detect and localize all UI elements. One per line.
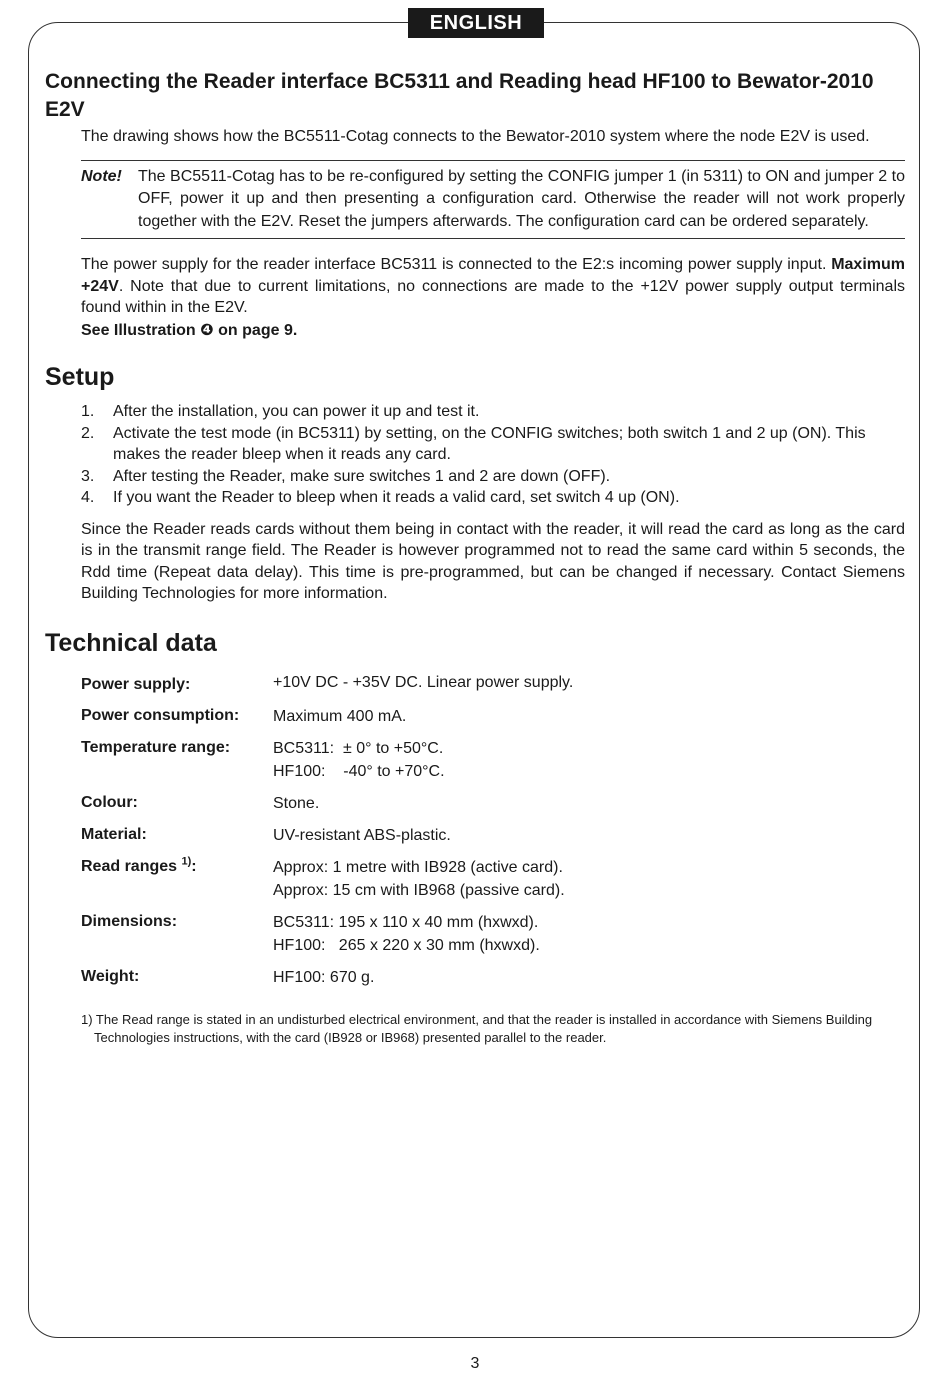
tech-label: Dimensions: [81,912,178,930]
footnote [81,1011,905,1048]
note-box [81,160,905,240]
table-row [81,737,573,792]
table-row [81,824,573,856]
table-row [81,792,573,824]
setup-steps-list [81,401,905,509]
circled-four-icon: ❹ [200,319,214,339]
list-item: 2. Activate the test mode (in BC5311) by setting, on the CONFIG switches; both switch 1 and 2 up (ON). This makes the reader bleep when it reads any card. [81,424,866,463]
tech-heading: Technical data [45,628,217,657]
page-number: 3 [470,1355,480,1372]
tech-value: Maximum 400 mA. [273,707,407,725]
tech-label: Power consumption: [81,706,240,724]
setup-heading: Setup [45,363,115,391]
list-item: 3. After testing the Reader, make sure switches 1 and 2 are down (OFF). [81,467,611,485]
tech-data-table [81,671,573,989]
table-row [81,705,573,737]
table-row [81,856,573,911]
tech-label: Weight: [81,967,140,985]
tech-value: Approx: 1 metre with IB928 (active card). Approx: 15 cm with IB968 (passive card). [273,858,565,899]
table-row [81,671,573,705]
tech-value: BC5311: ± 0° to +50°C. HF100: -40° to +70°C. [273,739,445,780]
list-item: 1. After the installation, you can power it up and test it. [81,403,480,420]
see-illustration-pre: See Illustration [81,321,196,339]
tech-label: Read ranges $^{1)}$: [81,855,197,875]
language-tab: ENGLISH [408,8,544,38]
note-text: The BC5511-Cotag has to be re-configured by setting the CONFIG jumper 1 (in 5311) to ON and jumper 2 to OFF, power it up and then presenting a configuration card. Otherwise the reader will not work properly together with the E2V. Reset the jumpers afterwards. The configuration card can be ordered separately. [138,167,905,230]
tech-value: BC5311: 195 x 110 x 40 mm (hxwxd). HF100: 265 x 220 x 30 mm (hxwxd). [273,913,540,954]
tech-label: Power supply: [81,675,191,693]
tech-label: Material: [81,825,147,843]
see-illustration [81,319,905,342]
power-text-2: . Note that due to current limitations, no connections are made to the +12V power supply output terminals found within in the E2V. [81,277,905,316]
connect-body [81,126,905,341]
footnote-marker: 1) [181,855,192,868]
power-max-voltage: Maximum +24V [81,256,905,295]
table-row [81,911,573,966]
power-text-1: The power supply for the reader interface BC5311 is connected to the E2:s incoming power supply input. [81,256,827,273]
tech-value: HF100: 670 g. [273,968,375,986]
tech-value: Stone. [273,794,320,812]
power-paragraph [81,254,905,319]
tech-value: UV-resistant ABS-plastic. [273,826,451,844]
see-illustration-post: on page 9. [218,321,298,339]
tech-label: Colour: [81,793,138,811]
footnote-line-2: Technologies instructions, with the card (IB928 or IB968) presented parallel to the reader. [94,1030,607,1045]
tech-label: Temperature range: [81,738,231,756]
connect-heading: Connecting the Reader interface BC5311 and Reading head HF100 to Bewator-2010 E2V [45,70,874,121]
tech-value: +10V DC - +35V DC. Linear power supply. [273,673,574,691]
footnote-line-1: 1) The Read range is stated in an undisturbed electrical environment, and that the reader is installed in accordance with Siemens Building [81,1011,873,1027]
connect-intro: The drawing shows how the BC5511-Cotag connects to the Bewator-2010 system where the node E2V is used. [81,128,870,145]
table-row [81,966,573,989]
list-item: 4. If you want the Reader to bleep when it reads a valid card, set switch 4 up (ON). [81,489,680,506]
setup-body [81,401,905,605]
document-content [45,68,905,1048]
setup-paragraph: Since the Reader reads cards without them being in contact with the reader, it will read the card as long as the card is in the transmit range field. The Reader is however programmed not to read the same card within 5 seconds, the Rdd time (Repeat data delay). This time is pre-programmed, but can be changed if necessary. Contact Siemens Building Technologies for more information. [81,520,905,602]
note-label: Note! [81,167,122,185]
